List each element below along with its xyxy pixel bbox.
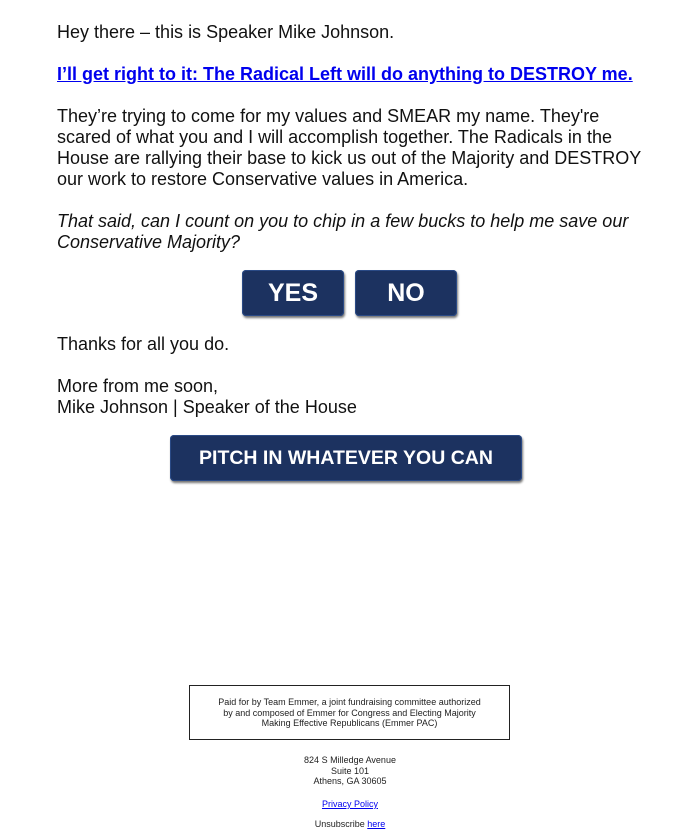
ask-line: Conservative Majority? — [57, 232, 241, 252]
mailing-address — [250, 755, 450, 787]
pitch-in-button[interactable]: PITCH IN WHATEVER YOU CAN — [170, 435, 522, 481]
yes-button[interactable]: YES — [242, 270, 344, 316]
paid-for-disclaimer — [189, 685, 510, 740]
disclaimer-line: Making Effective Republicans (Emmer PAC) — [261, 718, 438, 728]
thanks-text: Thanks for all you do. — [57, 334, 230, 354]
privacy-policy-link[interactable]: Privacy Policy — [321, 799, 378, 809]
greeting-text: Hey there – this is Speaker Mike Johnson. — [57, 22, 395, 42]
body-paragraph — [57, 106, 657, 190]
signoff — [57, 376, 357, 418]
body-line: our work to restore Conservative values in America. — [57, 169, 469, 189]
signature-line: Mike Johnson | Speaker of the House — [57, 397, 357, 417]
address-line: Athens, GA 30605 — [313, 776, 387, 786]
no-button[interactable]: NO — [355, 270, 457, 316]
disclaimer-line: Paid for by Team Emmer, a joint fundraising committee authorized — [218, 697, 481, 707]
body-line: scared of what you and I will accomplish together. The Radicals in the — [57, 127, 612, 147]
unsubscribe-link[interactable]: here — [367, 819, 386, 829]
address-line: Suite 101 — [330, 765, 370, 776]
body-line: House are rallying their base to kick us out of the Majority and DESTROY — [57, 148, 642, 168]
signoff-line: More from me soon, — [57, 376, 219, 396]
headline-link[interactable]: I’ll get right to it: The Radical Left will do anything to DESTROY me. — [57, 64, 633, 84]
ask-line: That said, can I count on you to chip in a few bucks to help me save our — [57, 211, 629, 231]
unsubscribe-row — [250, 819, 450, 830]
unsubscribe-text: Unsubscribe — [314, 819, 368, 829]
body-line: They’re trying to come for my values and SMEAR my name. They're — [57, 106, 600, 126]
disclaimer-line: by and composed of Emmer for Congress and Electing Majority — [223, 707, 476, 718]
address-line: 824 S Milledge Avenue — [304, 755, 396, 765]
ask-paragraph — [57, 211, 657, 253]
privacy-row — [250, 799, 450, 810]
